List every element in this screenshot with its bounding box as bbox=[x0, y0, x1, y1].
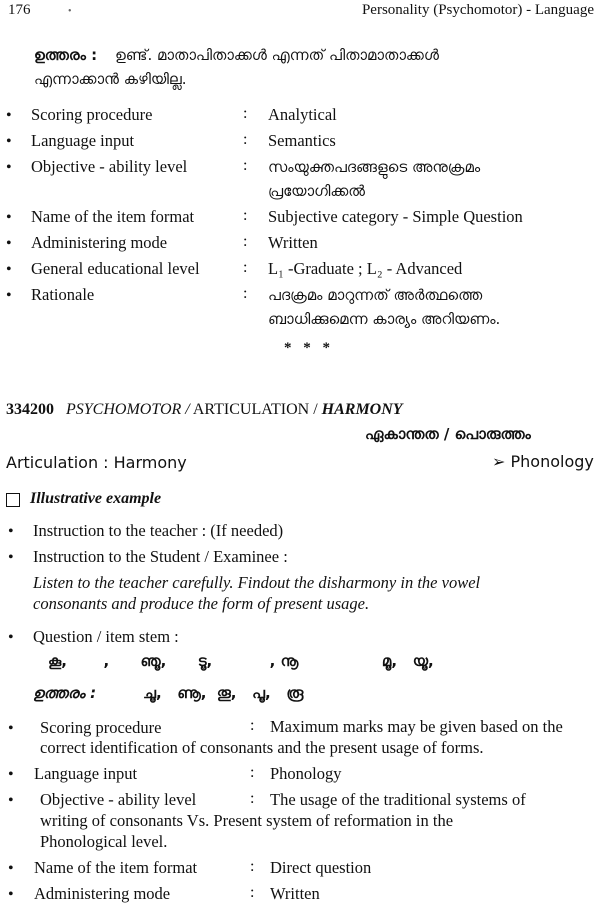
running-title: Personality (Psychomotor) - Language bbox=[361, 2, 594, 18]
bullet: • bbox=[6, 235, 12, 252]
answer-line-2: എന്നാക്കാൻ കഴിയില്ല. bbox=[34, 70, 187, 88]
bullet: • bbox=[8, 720, 14, 737]
section-malayalam-title: ഏകാന്തത / പൊരുത്തം bbox=[365, 425, 531, 443]
bullet: • bbox=[6, 107, 12, 124]
example-heading: Illustrative example bbox=[30, 490, 162, 507]
bullet: • bbox=[8, 523, 14, 540]
spec-label: Scoring procedure bbox=[40, 718, 162, 737]
spec-label: Objective - ability level bbox=[40, 790, 197, 809]
colon: : bbox=[250, 884, 255, 901]
bullet: • bbox=[8, 886, 14, 903]
bullet: • bbox=[6, 287, 12, 304]
section-subtitle: Articulation : Harmony bbox=[6, 453, 187, 472]
separator: * * * bbox=[284, 340, 334, 356]
spec-value-cont: writing of consonants Vs. Present system of reformation in the bbox=[40, 811, 454, 830]
colon: : bbox=[243, 259, 248, 276]
colon: : bbox=[250, 764, 255, 781]
spec-value: L₁ -Graduate ; L₂ - Advanced bbox=[268, 259, 463, 278]
spec-value-cont: ബാധിക്കുമെന്ന കാര്യം അറിയണം. bbox=[268, 310, 501, 328]
page-number: 176 bbox=[8, 2, 31, 18]
spec-value: Written bbox=[268, 233, 318, 252]
spec-value: Semantics bbox=[268, 131, 336, 150]
spec-value: സംയുക്തപദങ്ങളുടെ അനുക്രമം bbox=[268, 158, 481, 176]
section-title-plain: ARTICULATION / bbox=[192, 401, 318, 418]
section-tag: ➢ Phonology bbox=[492, 452, 594, 471]
spec-label: Language input bbox=[34, 764, 138, 783]
bullet: • bbox=[6, 133, 12, 150]
spec-label: General educational level bbox=[31, 259, 200, 278]
spec-label: Administering mode bbox=[34, 884, 171, 903]
spec-value: Written bbox=[270, 884, 320, 903]
spec-value-cont: Phonological level. bbox=[40, 832, 168, 851]
colon: : bbox=[243, 105, 248, 122]
answer-line-1: ഉണ്ട്. മാതാപിതാക്കൾ എന്നത് പിതാമാതാക്കൾ bbox=[115, 46, 439, 64]
spec-value: Maximum marks may be given based on the bbox=[270, 717, 563, 736]
spec-value: Subjective category - Simple Question bbox=[268, 207, 523, 226]
spec-value-cont: correct identification of consonants and the present usage of forms. bbox=[40, 738, 484, 757]
spec-label: Administering mode bbox=[31, 233, 168, 252]
checkbox-icon bbox=[6, 493, 20, 507]
bullet: • bbox=[8, 792, 14, 809]
bullet: • bbox=[8, 766, 14, 783]
section-title-italic: PSYCHOMOTOR / bbox=[66, 401, 190, 418]
spec-value: പദക്രമം മാറുന്നത് അർത്ഥത്തെ bbox=[268, 286, 483, 304]
spec-label: Scoring procedure bbox=[31, 105, 153, 124]
colon: : bbox=[250, 790, 255, 807]
bullet: • bbox=[6, 261, 12, 278]
student-instruction-line-2: consonants and produce the form of present usage. bbox=[33, 594, 370, 613]
colon: : bbox=[243, 157, 248, 174]
bullet: • bbox=[8, 629, 14, 646]
colon: : bbox=[243, 285, 248, 302]
spec-label: Language input bbox=[31, 131, 135, 150]
section-title-bold: HARMONY bbox=[321, 401, 403, 418]
section-code: 334200 bbox=[6, 401, 54, 418]
bullet: • bbox=[6, 159, 12, 176]
bullet: • bbox=[6, 209, 12, 226]
spec-label: Rationale bbox=[31, 285, 95, 304]
spec-value: Analytical bbox=[268, 105, 337, 124]
example-answer-label: ഉത്തരം : bbox=[33, 684, 97, 702]
colon: : bbox=[250, 858, 255, 875]
spec-label: Objective - ability level bbox=[31, 157, 188, 176]
colon: : bbox=[243, 207, 248, 224]
student-instruction-line-1: Listen to the teacher carefully. Findout the disharmony in the vowel bbox=[33, 573, 481, 592]
instruction-student: Instruction to the Student / Examinee : bbox=[33, 547, 288, 566]
question-characters: കൂ, , ഞൂ, ടൂ, , നൂ മൂ, യൂ, bbox=[48, 652, 434, 670]
section-heading bbox=[6, 401, 403, 419]
spec-value: The usage of the traditional systems of bbox=[270, 790, 526, 809]
bullet: • bbox=[8, 549, 14, 566]
colon: : bbox=[243, 131, 248, 148]
instruction-teacher: Instruction to the teacher : (If needed) bbox=[33, 521, 284, 540]
spec-value: Direct question bbox=[270, 858, 372, 877]
spec-value-cont: പ്രയോഗിക്കൽ bbox=[268, 182, 365, 200]
question-stem-label: Question / item stem : bbox=[33, 627, 179, 646]
spec-label: Name of the item format bbox=[31, 207, 195, 226]
scan-speck: • bbox=[68, 6, 72, 17]
bullet: • bbox=[8, 860, 14, 877]
answer-label: ഉത്തരം : bbox=[34, 46, 98, 64]
example-answer-characters: ചൂ, ണൂ, തൂ, പൂ, രൂ bbox=[143, 684, 304, 702]
colon: : bbox=[243, 233, 248, 250]
colon: : bbox=[250, 717, 255, 734]
spec-value: Phonology bbox=[270, 764, 342, 783]
spec-label: Name of the item format bbox=[34, 858, 198, 877]
